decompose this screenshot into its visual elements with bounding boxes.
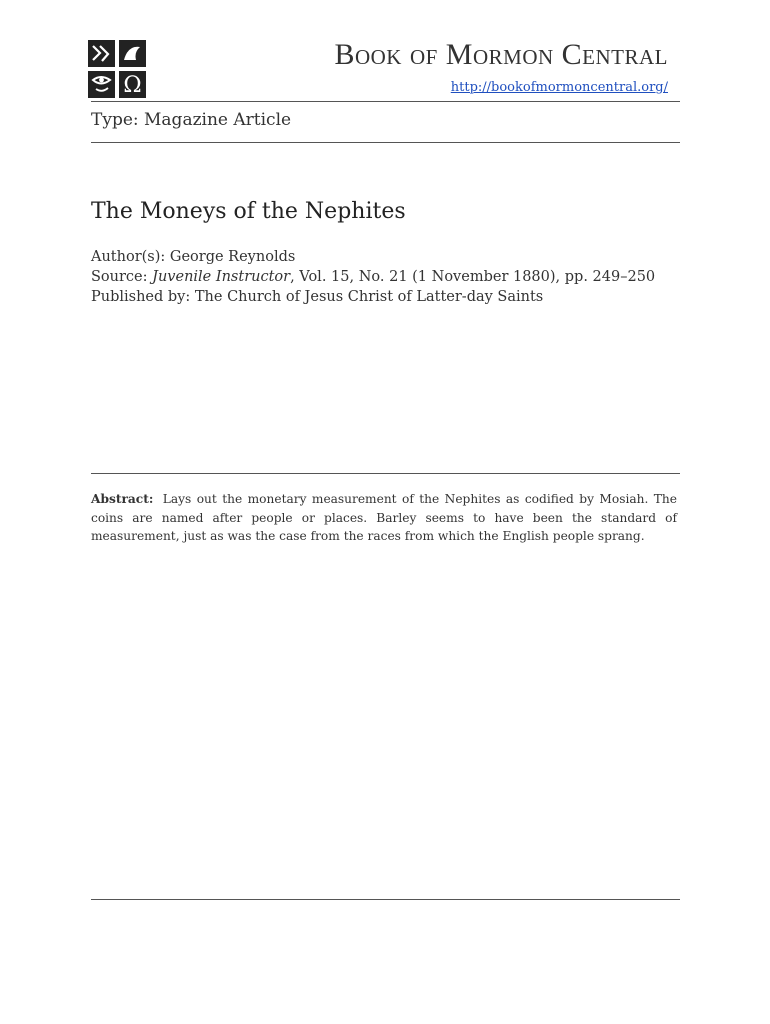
abstract-top-divider — [91, 473, 680, 474]
site-url-link[interactable]: http://bookofmormoncentral.org/ — [450, 80, 668, 95]
document-type: Type: Magazine Article — [91, 110, 292, 130]
type-divider — [91, 142, 680, 143]
header-divider — [91, 101, 680, 102]
footer-divider — [91, 899, 680, 900]
abstract — [91, 490, 677, 546]
svg-text:Ω: Ω — [123, 73, 142, 98]
source-details: , Vol. 15, No. 21 (1 November 1880), pp. 249–250 — [290, 269, 656, 285]
site-title: Book of Mormon Central — [334, 38, 668, 71]
source-label: Source: — [91, 269, 153, 285]
site-logo-icon — [88, 40, 146, 98]
article-metadata — [91, 247, 655, 307]
article-source — [91, 267, 655, 287]
abstract-label: Abstract: — [91, 492, 154, 506]
source-publication: Juvenile Instructor — [152, 269, 291, 285]
article-authors: Author(s): George Reynolds — [91, 249, 296, 265]
abstract-text: Lays out the monetary measurement of the Nephites as codified by Mosiah. The coins are named after people or places. Barley seems to have been the standard of measurement, just as was the case from the races from which the English people sprang. — [91, 492, 677, 543]
article-title: The Moneys of the Nephites — [91, 199, 406, 224]
article-publisher: Published by: The Church of Jesus Christ of Latter-day Saints — [91, 289, 544, 305]
